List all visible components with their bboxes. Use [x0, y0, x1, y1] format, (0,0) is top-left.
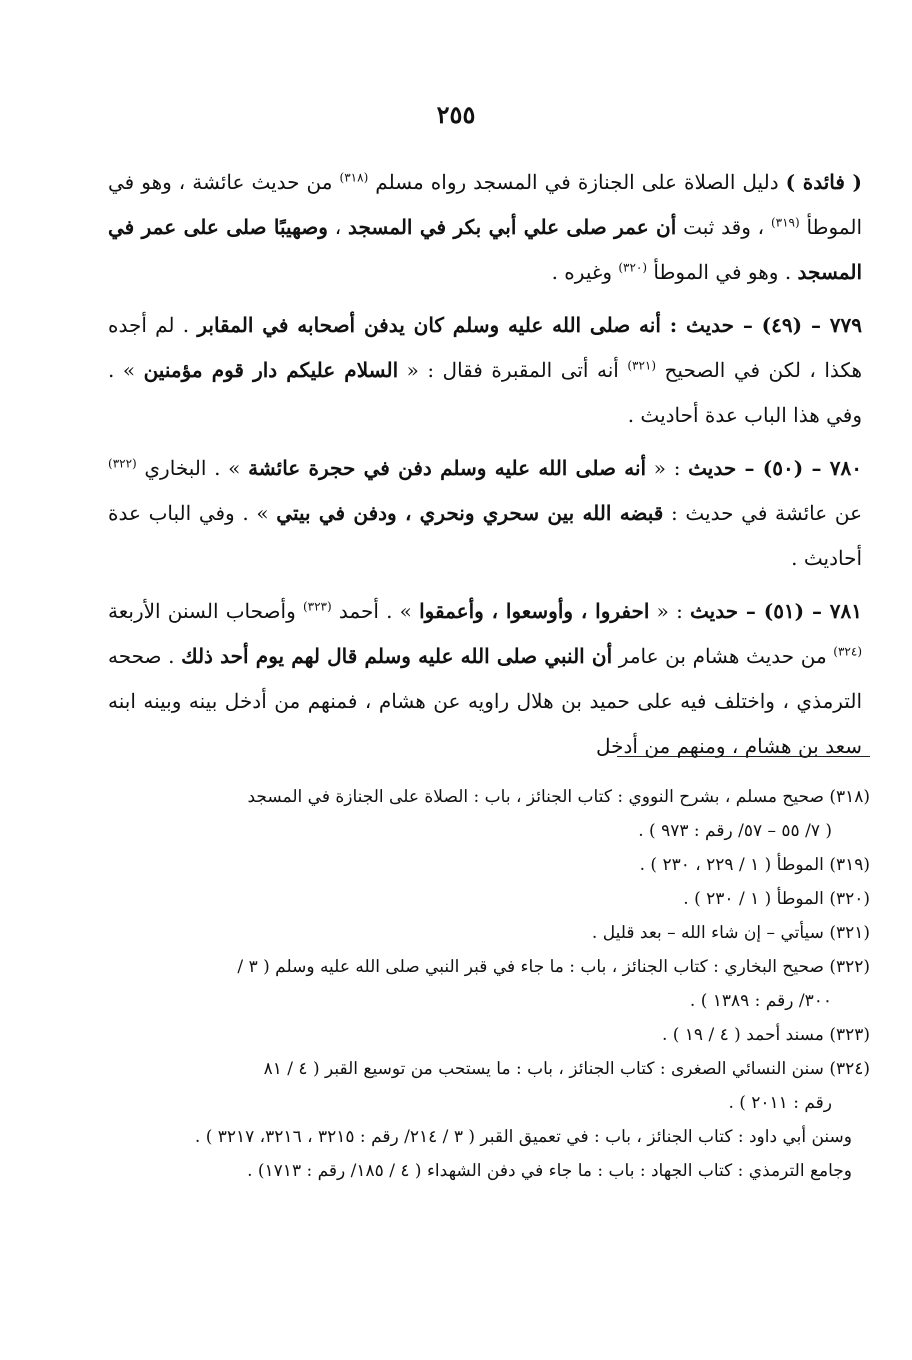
text-run: . وهو في الموطأ	[647, 260, 798, 284]
text-run: دليل الصلاة على الجنازة في المسجد رواه مسلم	[368, 170, 786, 194]
bold-text: أن عمر صلى علي أبي بكر في المسجد	[348, 215, 677, 239]
text-run: : «	[646, 456, 689, 480]
bold-text: أنه صلى الله عليه وسلم دفن في حجرة عائشة	[248, 456, 647, 480]
paragraph-hadith-779	[108, 303, 862, 438]
paragraph-hadith-781	[108, 589, 862, 769]
paragraph-fayida	[108, 160, 862, 295]
footnote-continuation: رقم : ٢٠١١ ) .	[728, 1093, 832, 1113]
text-run: من حديث هشام بن عامر	[612, 644, 834, 668]
footnote-text: الموطأ ( ١ / ٢٣٠ ) .	[683, 889, 824, 909]
footnote-number: (٣٢٠)	[829, 889, 870, 909]
text-run: وغيره .	[551, 260, 619, 284]
footnote-323	[108, 1018, 870, 1052]
footnote-reference: (٣١٨)	[339, 170, 369, 185]
footnote-318	[108, 780, 870, 848]
text-run: » . وفي الباب عدة أحاديث .	[108, 501, 862, 570]
footnote-324	[108, 1052, 870, 1120]
footnote-text: سنن النسائي الصغرى : كتاب الجنائز ، باب : ما يستحب من توسيع القبر ( ٤ / ٨١	[263, 1059, 824, 1079]
footnote-324-abudawud: وسنن أبي داود : كتاب الجنائز ، باب : في تعميق القبر ( ٣ / ٢١٤/ رقم : ٣٢١٥ ، ٣٢١٦، ٣٢١٧ ) .	[194, 1127, 852, 1147]
footnote-text: سيأتي – إن شاء الله – بعد قليل .	[591, 923, 824, 943]
footnote-continuation: ( ٧/ ٥٥ – ٥٧/ رقم : ٩٧٣ ) .	[638, 821, 832, 841]
footnote-322	[108, 950, 870, 1018]
page-number: ٢٥٥	[436, 100, 476, 129]
text-run: من حديث عائشة ، وهو في الموطأ	[108, 170, 863, 239]
text-run: » . البخاري	[136, 456, 249, 480]
footnote-reference: (٣١٩)	[770, 215, 800, 230]
main-text	[108, 160, 862, 777]
text-run: أنه أتى المقبرة فقال : «	[398, 358, 628, 382]
footnote-number: (٣١٨)	[829, 787, 870, 807]
bold-text: قبضه الله بين سحري ونحري ، ودفن في بيتي	[276, 501, 664, 525]
footnote-319	[108, 848, 870, 882]
bold-text: ( فائدة )	[785, 170, 863, 194]
bold-text: أن النبي صلى الله عليه وسلم قال لهم يوم أحد ذلك	[181, 644, 613, 668]
footnote-number: (٣٢٤)	[829, 1059, 870, 1079]
bold-text: احفروا ، وأوسعوا ، وأعمقوا	[419, 599, 650, 623]
text-run: ،	[327, 215, 349, 239]
paragraph-hadith-780	[108, 446, 862, 581]
footnote-reference: (٣٢١)	[627, 358, 657, 373]
bold-text: ٧٨١ – (٥١) – حديث	[690, 599, 862, 623]
text-run: . صححه الترمذي ، واختلف فيه على حميد بن هلال راويه عن هشام ، فمنهم من أدخل بينه وبينه ابنه سعد بن هشام ، ومنهم من أدخل	[108, 644, 862, 758]
footnote-text: صحيح البخاري : كتاب الجنائز ، باب : ما جاء في قبر النبي صلى الله عليه وسلم ( ٣ /	[237, 957, 824, 977]
footnote-text: صحيح مسلم ، بشرح النووي : كتاب الجنائز ، باب : الصلاة على الجنازة في المسجد	[247, 787, 824, 807]
text-run: عن عائشة في حديث :	[663, 501, 862, 525]
footnote-number: (٣٢٢)	[829, 957, 870, 977]
bold-text: ٧٧٩ – (٤٩) – حديث : أنه صلى الله عليه وسلم كان يدفن أصحابه في المقابر	[197, 313, 863, 337]
footnote-text: مسند أحمد ( ٤ / ١٩ ) .	[661, 1025, 824, 1045]
text-run: وأصحاب السنن الأربعة	[108, 599, 303, 623]
text-run: » . أحمد	[331, 599, 420, 623]
footnote-reference: (٣٢٢)	[108, 456, 137, 471]
footnote-reference: (٣٢٤)	[833, 644, 862, 659]
text-run: » . وفي هذا الباب عدة أحاديث .	[108, 358, 862, 427]
footnotes	[108, 780, 870, 1188]
footnote-number: (٣١٩)	[829, 855, 870, 875]
footnote-separator	[617, 756, 870, 757]
bold-text: وصهيبًا صلى على عمر في المسجد	[108, 215, 862, 284]
footnote-number: (٣٢٣)	[829, 1025, 870, 1045]
footnote-number: (٣٢١)	[829, 923, 870, 943]
footnote-324-tirmidhi: وجامع الترمذي : كتاب الجهاد : باب : ما جاء في دفن الشهداء ( ٤ / ١٨٥/ رقم : ١٧١٣) .	[247, 1161, 852, 1181]
footnote-continuation: ٣٠٠/ رقم : ١٣٨٩ ) .	[689, 991, 832, 1011]
text-run: . لم أجده هكذا ، لكن في الصحيح	[108, 313, 862, 382]
footnote-reference: (٣٢٣)	[302, 599, 332, 614]
bold-text: السلام عليكم دار قوم مؤمنين	[143, 358, 399, 382]
footnote-text: الموطأ ( ١ / ٢٢٩ ، ٢٣٠ ) .	[639, 855, 824, 875]
footnote-reference: (٣٢٠)	[618, 260, 648, 275]
footnote-320	[108, 882, 870, 916]
bold-text: ٧٨٠ – (٥٠) – حديث	[688, 456, 863, 480]
text-run: ، وقد ثبت	[676, 215, 771, 239]
text-run: : «	[649, 599, 691, 623]
footnote-321	[108, 916, 870, 950]
